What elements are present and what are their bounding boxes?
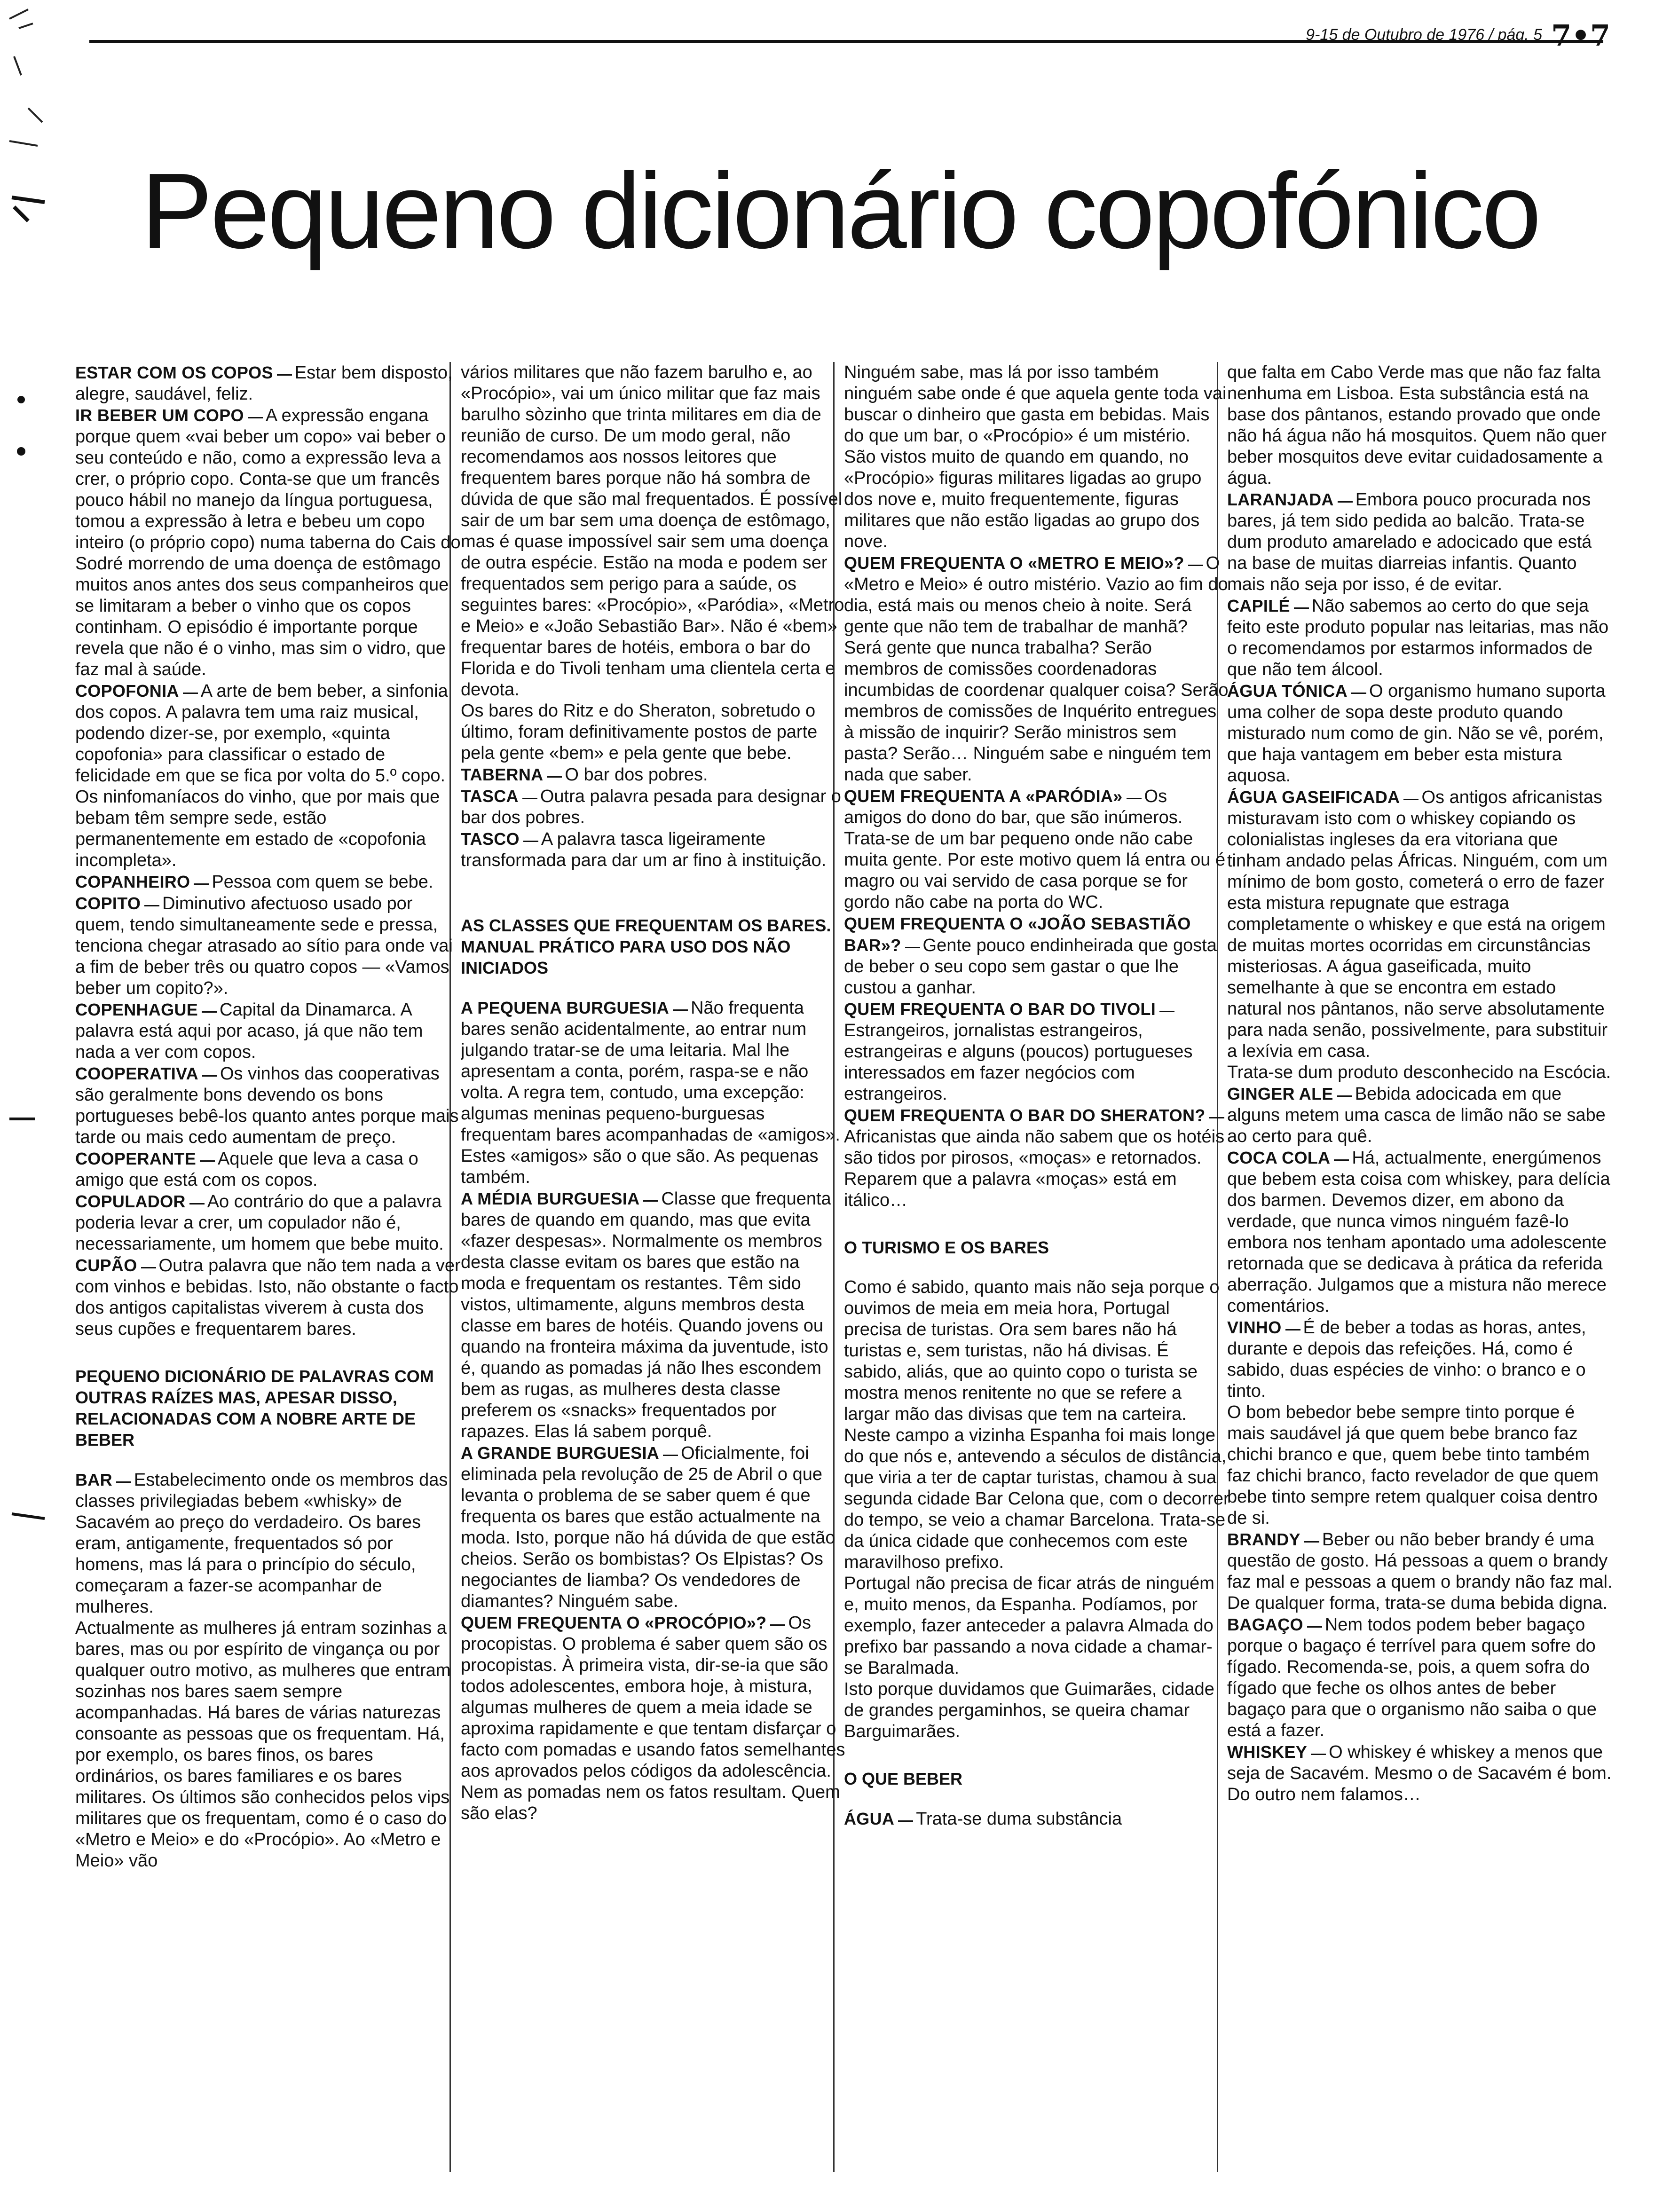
- paragraph: São vistos muito de quando em quando, no «Procópio» figuras militares ligadas ao grupo dos nove e, muito frequentemente, figuras militares que não estão ligadas ao grupo dos nove.: [844, 447, 1202, 551]
- entry-text: O bar dos pobres.: [565, 765, 708, 785]
- entry-text: A expressão engana porque quem «vai beber um copo» vai beber o seu conteúdo e não, como a expressão leva a crer, o próprio copo. Conta-se que um francês pouco hábil no manejo da língua portuguesa, tomou a expressão à letra e bebeu um copo inteiro (o próprio copo) numa taberna do Cais do Sodré morrendo de uma doença de estômago muitos anos antes dos seus companheiros que se limitaram a beber o vinho que os copos continham. O episódio é importante porque revela que não é o vinho, mas sim o vidro, que faz mal à saúde.: [75, 406, 461, 679]
- entry-text: Há, actualmente, energúmenos que bebem esta coisa com whiskey, para delícia dos barmen. Devemos dizer, em abono da verdade, que nunca vimos ninguém fazê-lo embora nos tenham apontado uma adolescente retornada que se dedicava à prática da referida aberração. Julgamos que a mistura não merece comentários.: [1227, 1148, 1610, 1316]
- dictionary-entry: [75, 1191, 461, 1255]
- dictionary-entry: [461, 828, 846, 871]
- entry-term: ÁGUA GASEIFICADA: [1227, 787, 1400, 807]
- entry-dash: [1294, 607, 1309, 609]
- entry-term: QUEM FREQUENTA O BAR DO TIVOLI: [844, 1000, 1156, 1019]
- entry-text: Não frequenta bares senão acidentalmente, ao entrar num julgando tratar-se de uma leitaria. Mal lhe apresentam a conta, porém, raspa-se e não volta. A regra tem, contudo, uma excepção: algumas meninas pequeno-burguesas frequentam bares acompanhadas de «amigos». Estes «amigos» são o que são. As pequenas também.: [461, 998, 840, 1187]
- column-2: [461, 362, 846, 2172]
- column-4: [1227, 362, 1613, 2172]
- dictionary-entry: [461, 1612, 846, 1824]
- entry-dash: [1334, 1159, 1349, 1161]
- entry-text: O organismo humano suporta uma colher de sopa deste produto quando misturado num como de gin. Não se vê, porém, que haja vantagem em beber esta mistura aquosa.: [1227, 681, 1606, 786]
- dictionary-entry: [461, 786, 846, 828]
- paragraph: Trata-se dum produto desconhecido na Escócia.: [1227, 1063, 1611, 1082]
- entry-text: A arte de bem beber, a sinfonia dos copos. A palavra tem uma raiz musical, podendo dizer-se, por exemplo, «quinta copofonia» para classificar o estado de felicidade em que se fica por volta do 5.º copo.: [75, 681, 448, 786]
- entry-term: QUEM FREQUENTA A «PARÓDIA»: [844, 787, 1123, 806]
- entry-text: Nem todos podem beber bagaço porque o bagaço é terrível para quem sofre do fígado. Recomenda-se, pois, a quem sofra do fígado que feche os olhos antes de beber bagaço para que o organismo não saiba o que está a fazer.: [1227, 1615, 1597, 1740]
- dictionary-entry: [1227, 489, 1613, 595]
- entry-dash: [1307, 1626, 1322, 1628]
- entry-term: ÁGUA: [844, 1809, 895, 1828]
- entry-text: O whiskey é whiskey a menos que seja de Sacavém. Mesmo o de Sacavém é bom. Do outro nem falamos…: [1227, 1742, 1612, 1804]
- entry-dash: [673, 1009, 688, 1011]
- entry-term: BAR: [75, 1470, 112, 1489]
- entry-text: Estrangeiros, jornalistas estrangeiros, estrangeiras e alguns (poucos) portugueses interessados em fazer negócios com estrangeiros.: [844, 1021, 1193, 1104]
- dictionary-entry: [75, 1469, 461, 1618]
- dictionary-entry: [1227, 1147, 1613, 1317]
- entry-text: Beber ou não beber brandy é uma questão de gosto. Há pessoas a quem o brandy faz mal e pessoas a quem o brandy não faz mal. De qualquer forma, trata-se duma bebida digna.: [1227, 1530, 1613, 1613]
- entry-term: GINGER ALE: [1227, 1084, 1333, 1103]
- entry-text: Aquele que leva a casa o amigo que está com os copos.: [75, 1149, 418, 1190]
- entry-term: A PEQUENA BURGUESIA: [461, 998, 670, 1017]
- entry-text: Diminutivo afectuoso usado por quem, tendo simultaneamente sede e pressa, tenciona chegar atrasado ao sítio para onde vai a fim de beber três ou quatro copos — «Vamos beber um copito?».: [75, 894, 453, 998]
- dictionary-entry: [75, 1063, 461, 1148]
- publication-logo: 7•7: [1551, 18, 1610, 53]
- paragraph: Isto porque duvidamos que Guimarães, cidade de grandes pergaminhos, se queira chamar Barguimarães.: [844, 1679, 1214, 1741]
- paragraph: Os bares do Ritz e do Sheraton, sobretudo o último, foram definitivamente postos de parte pela gente «bem» e pela gente que bebe.: [461, 701, 818, 763]
- entry-term: QUEM FREQUENTA O BAR DO SHERATON?: [844, 1106, 1206, 1125]
- entry-dash: [200, 1160, 215, 1162]
- entry-dash: [116, 1481, 131, 1483]
- entry-dash: [144, 905, 159, 906]
- entry-term: QUEM FREQUENTA O «METRO E MEIO»?: [844, 553, 1184, 573]
- entry-dash: [1337, 1095, 1352, 1097]
- dictionary-entry: [461, 764, 846, 786]
- entry-dash: [183, 693, 198, 694]
- dictionary-entry: [75, 1148, 461, 1191]
- entry-dash: [202, 1011, 217, 1013]
- entry-text: É de beber a todas as horas, antes, durante e depois das refeições. Há, como é sabido, duas espécies de vinho: o branco e o tinto.: [1227, 1318, 1586, 1401]
- dictionary-entry: [1227, 1529, 1613, 1614]
- paragraph: Os ninfomaníacos do vinho, que por mais que bebam têm sempre sede, estão permanentemente em estado de «copofonia incompleta».: [75, 787, 440, 870]
- entry-text: O «Metro e Meio» é outro mistério. Vazio ao fim do dia, está mais ou menos cheio à noite. Será gente que não tem de trabalhar de manhã? Será gente que nunca trabalha? Serão membros de comissões coordenadoras incumbidas de coordenar qualquer coisa? Serão membros de comissões de Inquérito entregues à missão de inquirir? Serão ministros sem pasta? Serão… Ninguém sabe e ninguém tem nada que saber.: [844, 553, 1229, 785]
- dictionary-entry: [1227, 595, 1613, 680]
- headline: Pequeno dicionário copofónico: [141, 151, 1539, 271]
- entry-term: CUPÃO: [75, 1256, 137, 1275]
- entry-term: VINHO: [1227, 1318, 1282, 1337]
- entry-text: Não sabemos ao certo do que seja feito este produto popular nas leitarias, mas não o recomendamos por estarmos informados de que não tem álcool.: [1227, 596, 1609, 679]
- entry-dash: [663, 1455, 678, 1456]
- entry-term: COOPERANTE: [75, 1149, 197, 1168]
- entry-text: Classe que frequenta bares de quando em quando, mas que evita «fazer despesas». Normalmente os membros desta classe evitam os bares que estão na moda e frequentam os restantes. Têm sido vistos, ultimamente, alguns membros desta classe em bares de hotéis. Quando jovens ou quando na fronteira máxima da juventude, isto é, quando as pomadas já não lhes escondem bem as rugas, as mulheres desta classe preferem os «snacks» frequentados por rapazes. Elas lá sabem porquê.: [461, 1189, 831, 1441]
- entry-text: Outra palavra que não tem nada a ver com vinhos e bebidas. Isto, não obstante o facto dos antigos capitalistas viverem à custa dos seus cupões e frequentarem bares.: [75, 1256, 461, 1339]
- entry-text: Pessoa com quem se bebe.: [212, 872, 433, 892]
- dictionary-entry: [1227, 787, 1613, 1062]
- entry-dash: [277, 374, 292, 376]
- entry-term: IR BEBER UM COPO: [75, 406, 244, 425]
- dictionary-entry: [75, 362, 461, 405]
- entry-term: TABERNA: [461, 765, 544, 784]
- dateline: 9-15 de Outubro de 1976 / pág. 5: [1306, 26, 1542, 44]
- dictionary-entry: [461, 1442, 846, 1612]
- entry-text: Os antigos africanistas misturavam isto com o whiskey copiando os colonialistas ingleses da era vitoriana que tinham andado pelas Áfricas. Ninguém, com um mínimo de bom gosto, cometerá o erro de fazer esta mistura repugnate que estraga completamente o whiskey e que está na origem de muitas mortes ocorridas em circunstâncias misteriosas. A água gaseificada, muito semelhante à que se encontra em estado natural nos pântanos, não serve absolutamente para nada senão, possivelmente, para substituir a lexívia em casa.: [1227, 787, 1608, 1061]
- dictionary-entry: [1227, 1083, 1613, 1147]
- entry-text: Embora pouco procurada nos bares, já tem sido pedida ao balcão. Trata-se dum produto amarelado e adocicado que está na base de muitas diarreias infantis. Quanto mais não seja por isso, é de evitar.: [1227, 490, 1592, 594]
- paragraph: Portugal não precisa de ficar atrás de ninguém e, muito menos, da Espanha. Podíamos, por exemplo, fazer anteceder a palavra Almada do prefixo bar passando a nova cidade a chamar-se Baralmada.: [844, 1574, 1214, 1678]
- dictionary-entry: [844, 1105, 1229, 1211]
- paragraph: Ninguém sabe, mas lá por isso também ninguém sabe onde é que aquela gente toda vai buscar o dinheiro que gasta em bebidas. Mais do que um bar, o «Procópio» é um mistério.: [844, 362, 1227, 446]
- entry-text: Africanistas que ainda não sabem que os hotéis são tidos por pirosos, «moças» e retornados. Reparem que a palavra «moças» está em itálico…: [844, 1127, 1225, 1210]
- entry-text: Ao contrário do que a palavra poderia levar a crer, um copulador não é, necessariamente, um homem que bebe muito.: [75, 1192, 444, 1254]
- entry-dash: [547, 776, 562, 778]
- dictionary-entry: [75, 405, 461, 680]
- entry-text: Os procopistas. O problema é saber quem são os procopistas. À primeira vista, dir-se-ia que são todos adolescentes, embora hoje, à mistura, algumas mulheres de quem a meia idade se aproxima rapidamente e que tentam disfarçar o facto com pomadas e usando fatos semelhantes aos aprovados pelos códigos da adolescência. Nem as pomadas nem os fatos resultam. Quem são elas?: [461, 1613, 845, 1823]
- spacer: [461, 871, 846, 889]
- entry-dash: [141, 1267, 156, 1268]
- entry-text: Estar bem disposto, alegre, saudável, feliz.: [75, 363, 453, 404]
- entry-dash: [523, 841, 538, 842]
- entry-dash: [1159, 1011, 1174, 1012]
- entry-dash: [1338, 501, 1353, 503]
- entry-dash: [202, 1075, 217, 1077]
- paragraph: Neste campo a vizinha Espanha foi mais longe do que nós e, antevendo a séculos de distância, que viria a ter de captar turistas, chamou à sua segunda cidade Bar Celona que, com o decorrer do tempo, se veio a chamar Barcelona. Trata-se da única cidade que conhecemos com este maravilhoso prefixo.: [844, 1425, 1229, 1572]
- entry-dash: [1311, 1754, 1326, 1755]
- dictionary-entry: [844, 999, 1229, 1105]
- entry-term: TASCO: [461, 829, 520, 849]
- entry-text: Gente pouco endinheirada que gosta de beber o seu copo sem gastar o que lhe custou a ganhar.: [844, 936, 1217, 998]
- column-3: [844, 362, 1229, 2172]
- entry-dash: [643, 1200, 658, 1202]
- dictionary-entry: [1227, 1741, 1613, 1805]
- entry-dash: [905, 947, 920, 948]
- dictionary-entry: [75, 680, 461, 787]
- entry-text: Estabelecimento onde os membros das classes privilegiadas bebem «whisky» de Sacavém ao preço do verdadeiro. Os bares eram, antigamente, frequentados só por homens, mas lá para o princípio do século, começaram a fazer-se acompanhar de mulheres.: [75, 1470, 448, 1617]
- entry-text: Capital da Dinamarca. A palavra está aqui por acaso, já que não tem nada a ver com copos.: [75, 1000, 423, 1062]
- dictionary-entry: [75, 999, 461, 1063]
- entry-term: COCA COLA: [1227, 1148, 1331, 1167]
- paragraph: Actualmente as mulheres já entram sozinhas a bares, mas ou por espírito de vingança ou por qualquer outro motivo, as mulheres que entram sozinhas nos bares saem sempre acompanhadas. Há bares de várias naturezas consoante as pessoas que os frequentam. Há, por exemplo, os bares finos, os bares ordinários, os bares familiares e os bares militares. Os últimos são conhecidos pelos vips militares que os frequentam, como é o caso do «Metro e Meio» e do «Procópio». Ao «Metro e Meio» vão: [75, 1618, 451, 1871]
- entry-term: ESTAR COM OS COPOS: [75, 363, 273, 382]
- entry-term: WHISKEY: [1227, 1742, 1308, 1762]
- dictionary-entry: [75, 1255, 461, 1340]
- entry-term: TASCA: [461, 787, 519, 806]
- entry-dash: [1351, 693, 1366, 694]
- entry-dash: [1285, 1329, 1300, 1330]
- entry-term: COPENHAGUE: [75, 1000, 198, 1019]
- entry-text: Outra palavra pesada para designar o bar dos pobres.: [461, 787, 841, 827]
- paragraph: vários militares que não fazem barulho e, ao «Procópio», vai um único militar que faz mais barulho sòzinho que trinta militares em dia de reunião de curso. De um modo geral, não recomendamos aos nossos leitores que frequentem bares porque não há sombra de dúvida de que são mal frequentados. É possível sair de um bar sem uma doença de estômago, mas é quase impossível sair sem uma doença de outra espécie. Estão na moda e podem ser frequentados sem perigo para a saúde, os seguintes bares: «Procópio», «Paródia», «Metro e Meio» e «João Sebastião Bar». Não é «bem» frequentar bares de hotéis, embora o bar do Florida e do Tivoli tenham uma clientela certa e devota.: [461, 362, 844, 700]
- paragraph: Como é sabido, quanto mais não seja porque o ouvimos de meia em meia hora, Portugal precisa de turistas. Ora sem bares não há turistas e, sem turistas, não há divisas. É sabido, aliás, que ao quinto copo o turista se mostra menos renitente no que se refere a largar mão das divisas que tem na carteira.: [844, 1277, 1220, 1424]
- dictionary-entry: [461, 1188, 846, 1442]
- dictionary-entry: [1227, 1317, 1613, 1402]
- dictionary-entry: [844, 552, 1229, 786]
- section-heading: AS CLASSES QUE FREQUENTAM OS BARES. MANUAL PRÁTICO PARA USO DOS NÃO INICIADOS: [461, 916, 831, 977]
- entry-dash: [522, 798, 537, 799]
- dictionary-entry: [844, 1808, 1229, 1830]
- entry-term: LARANJADA: [1227, 490, 1334, 509]
- entry-term: QUEM FREQUENTA O «PROCÓPIO»?: [461, 1613, 767, 1632]
- entry-dash: [1127, 798, 1142, 799]
- entry-dash: [1304, 1541, 1319, 1543]
- section-heading: O TURISMO E OS BARES: [844, 1238, 1049, 1257]
- entry-text: Oficialmente, foi eliminada pela revolução de 25 de Abril o que levanta o problema de se saber quem é que frequenta os bares que estão actualmente na moda. Isto, porque não há dúvida de que estão cheios. Serão os bombistas? Os Elpistas? Os negociantes de liamba? Os vendedores de diamantes? Ninguém sabe.: [461, 1443, 835, 1611]
- entry-dash: [189, 1203, 205, 1204]
- entry-term: COPITO: [75, 894, 141, 913]
- entry-dash: [1209, 1117, 1224, 1118]
- entry-term: A MÉDIA BURGUESIA: [461, 1189, 640, 1208]
- entry-dash: [194, 883, 209, 885]
- entry-dash: [1188, 565, 1203, 566]
- entry-term: COOPERATIVA: [75, 1064, 198, 1083]
- paragraph: O bom bebedor bebe sempre tinto porque é mais saudável já que quem bebe branco faz chichi branco e que, quem bebe tinto também faz chichi branco, facto revelador de que quem bebe tinto sempre retem qualquer coisa dentro de si.: [1227, 1402, 1599, 1528]
- entry-term: CAPILÉ: [1227, 596, 1290, 615]
- entry-text: Bebida adocicada em que alguns metem uma casca de limão não se sabe ao certo para quê.: [1227, 1084, 1606, 1146]
- entry-dash: [248, 417, 263, 418]
- entry-term: COPOFONIA: [75, 681, 179, 701]
- entry-term: COPANHEIRO: [75, 872, 190, 891]
- dictionary-entry: [1227, 1614, 1613, 1741]
- dictionary-entry: [461, 997, 846, 1188]
- dictionary-entry: [844, 913, 1229, 999]
- section-heading: O QUE BEBER: [844, 1769, 963, 1788]
- entry-dash: [898, 1820, 913, 1822]
- entry-dash: [1403, 799, 1419, 800]
- entry-term: A GRANDE BURGUESIA: [461, 1443, 660, 1463]
- entry-term: BRANDY: [1227, 1530, 1300, 1549]
- entry-text: Trata-se duma substância: [916, 1809, 1122, 1829]
- entry-term: COPULADOR: [75, 1192, 186, 1211]
- section-heading: PEQUENO DICIONÁRIO DE PALAVRAS COM OUTRAS RAÍZES MAS, APESAR DISSO, RELACIONADAS COM A NOBRE ARTE DE BEBER: [75, 1367, 434, 1449]
- dictionary-entry: [75, 893, 461, 999]
- entry-text: A palavra tasca ligeiramente transformada para dar um ar fino à instituição.: [461, 829, 827, 870]
- entry-text: Os amigos do dono do bar, que são inúmeros. Trata-se de um bar pequeno onde não cabe muita gente. Por este motivo quem lá entra ou é magro ou vai servido de casa porque se for gordo não cabe na porta do WC.: [844, 787, 1226, 912]
- paragraph: que falta em Cabo Verde mas que não faz falta nenhuma em Lisboa. Esta substância está na base dos pântanos, estando provado que onde não há água não há mosquitos. Quem não quer beber mosquitos deve evitar cuidadosamente a água.: [1227, 362, 1607, 488]
- dictionary-entry: [844, 786, 1229, 913]
- entry-term: QUEM FREQUENTA O «JOÃO SEBASTIÃO BAR»?: [844, 914, 1191, 955]
- column-1: [75, 362, 461, 2172]
- dictionary-entry: [75, 871, 461, 893]
- entry-dash: [770, 1624, 785, 1626]
- dictionary-entry: [1227, 680, 1613, 787]
- entry-text: Os vinhos das cooperativas são geralmente bons devendo os bons portugueses bebê-los quanto antes porque mais tarde ou mais cedo aumentam de preço.: [75, 1064, 459, 1147]
- entry-term: BAGAÇO: [1227, 1615, 1303, 1634]
- entry-term: ÁGUA TÓNICA: [1227, 681, 1348, 701]
